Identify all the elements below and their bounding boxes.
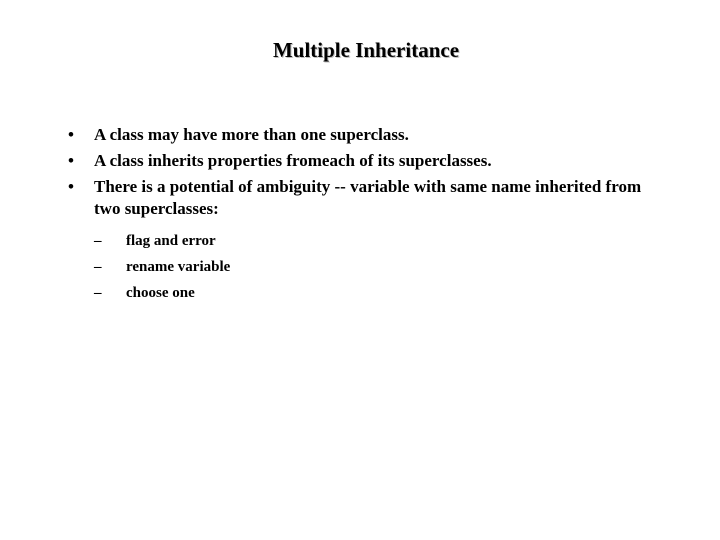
- sub-bullet-list: [94, 230, 668, 304]
- bullet-text: A class may have more than one superclass.: [94, 125, 409, 144]
- sub-bullet-item: [94, 282, 668, 304]
- bullet-list: [68, 124, 668, 308]
- sub-bullet-marker: –: [94, 259, 102, 275]
- bullet-marker: •: [68, 151, 74, 170]
- sub-bullet-item: [94, 230, 668, 252]
- slide-title: Multiple Inheritance: [272, 38, 460, 62]
- sub-bullet-text: rename variable: [126, 259, 231, 275]
- bullet-item: [68, 176, 668, 304]
- bullet-marker: •: [68, 125, 74, 144]
- bullet-item: [68, 124, 668, 146]
- bullet-item: [68, 150, 668, 172]
- sub-bullet-item: [94, 256, 668, 278]
- sub-bullet-marker: –: [94, 285, 102, 301]
- bullet-marker: •: [68, 177, 74, 196]
- bullet-text: A class inherits properties fromeach of its superclasses.: [94, 151, 492, 170]
- sub-bullet-text: choose one: [126, 285, 195, 301]
- sub-bullet-text: flag and error: [126, 233, 216, 249]
- sub-bullet-marker: –: [94, 233, 102, 249]
- bullet-text: There is a potential of ambiguity -- variable with same name inherited from two superclasses:: [94, 177, 642, 218]
